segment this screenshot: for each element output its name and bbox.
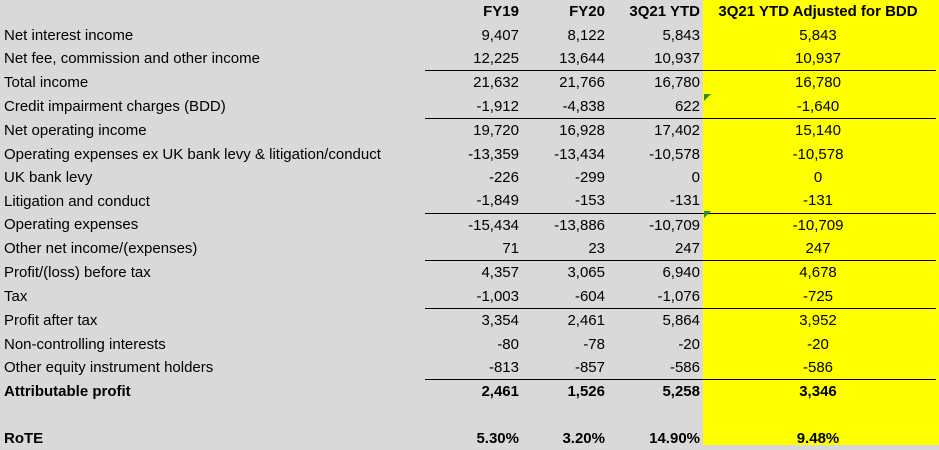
cell-adjusted[interactable]: -1,640 <box>796 97 840 115</box>
cell-fy20[interactable]: -4,838 <box>562 97 605 115</box>
cell-adjusted[interactable]: -10,709 <box>700 213 936 237</box>
table-row <box>0 189 936 213</box>
cell-adjusted[interactable]: -20 <box>807 335 829 353</box>
cell-adjusted[interactable]: 10,937 <box>795 49 841 67</box>
cell-3q21[interactable]: 6,940 <box>605 261 700 285</box>
cell-3q21[interactable]: -1,076 <box>657 287 700 305</box>
cell-3q21[interactable]: 14.90% <box>649 430 700 448</box>
cell-fy19[interactable]: 5.30% <box>476 430 519 448</box>
cell-fy19[interactable]: 71 <box>502 240 519 258</box>
cell-3q21[interactable]: 247 <box>674 240 700 258</box>
cell-3q21[interactable]: -10,709 <box>605 213 700 237</box>
cell-adjusted[interactable]: -10,578 <box>792 145 844 163</box>
row-label[interactable]: RoTE <box>4 430 44 448</box>
cell-adjusted[interactable]: 4,678 <box>700 261 936 285</box>
row-label[interactable]: Operating expenses <box>4 216 139 234</box>
table-row <box>0 261 936 285</box>
row-label[interactable]: Non-controlling interests <box>4 335 166 353</box>
cell-3q21[interactable]: -20 <box>678 335 700 353</box>
empty-cell[interactable] <box>0 404 425 427</box>
cell-adjusted[interactable]: 16,780 <box>700 71 936 95</box>
cell-fy19[interactable]: 12,225 <box>473 49 519 67</box>
table-row <box>0 332 936 355</box>
table-row <box>0 118 936 142</box>
table-row <box>0 166 936 189</box>
cell-fy19[interactable]: 9,407 <box>481 26 519 44</box>
rote-row <box>0 427 936 450</box>
cell-fy19[interactable]: -1,849 <box>476 192 519 210</box>
cell-adjusted[interactable]: -131 <box>802 192 834 210</box>
row-label[interactable]: Other net income/(expenses) <box>4 240 198 258</box>
table-row <box>0 142 936 165</box>
cell-fy19[interactable]: 4,357 <box>425 261 519 285</box>
header-3q21-ytd[interactable]: 3Q21 YTD <box>629 3 700 21</box>
cell-3q21[interactable]: -10,578 <box>649 145 700 163</box>
empty-cell[interactable] <box>425 404 519 427</box>
cell-fy19[interactable]: -1,912 <box>476 97 519 115</box>
table-row <box>0 237 936 261</box>
cell-fy20[interactable]: -857 <box>574 359 605 377</box>
cell-adjusted[interactable]: 0 <box>813 168 823 186</box>
row-label[interactable]: Profit after tax <box>4 312 98 330</box>
header-fy19[interactable]: FY19 <box>483 3 519 21</box>
table-row <box>0 47 936 71</box>
cell-fy20[interactable]: -78 <box>583 335 605 353</box>
row-label[interactable]: Operating expenses ex UK bank levy & litigation/conduct <box>4 145 381 163</box>
header-3q21-adjusted[interactable]: 3Q21 YTD Adjusted for BDD <box>718 3 918 21</box>
cell-fy20[interactable]: -604 <box>574 287 605 305</box>
cell-fy20[interactable]: 13,644 <box>559 49 605 67</box>
comment-marker-icon[interactable] <box>704 211 711 218</box>
row-label[interactable]: Total income <box>4 74 89 92</box>
empty-cell[interactable] <box>519 404 605 427</box>
header-row <box>0 0 936 23</box>
cell-fy20[interactable]: 3.20% <box>562 430 605 448</box>
cell-fy20[interactable]: -153 <box>574 192 605 210</box>
cell-fy19[interactable]: 21,632 <box>425 71 519 95</box>
comment-marker-icon[interactable] <box>704 94 711 101</box>
row-label[interactable]: Net operating income <box>4 121 147 139</box>
table-row <box>0 71 936 95</box>
row-label[interactable]: UK bank levy <box>4 168 93 186</box>
cell-fy20[interactable]: 1,526 <box>519 380 605 404</box>
table-row <box>0 309 936 333</box>
cell-adjusted[interactable]: -586 <box>802 359 834 377</box>
table-row <box>0 95 936 119</box>
empty-cell[interactable] <box>605 404 700 427</box>
cell-fy20[interactable]: -299 <box>574 168 605 186</box>
header-fy20[interactable]: FY20 <box>569 3 605 21</box>
cell-fy20[interactable]: 2,461 <box>519 309 605 333</box>
table-row <box>0 356 936 380</box>
cell-fy19[interactable]: 3,354 <box>425 309 519 333</box>
cell-fy20[interactable]: 3,065 <box>519 261 605 285</box>
cell-fy20[interactable]: 8,122 <box>567 26 605 44</box>
row-label[interactable]: Litigation and conduct <box>4 192 150 210</box>
cell-fy19[interactable]: -1,003 <box>476 287 519 305</box>
cell-fy19[interactable]: -226 <box>488 168 519 186</box>
cell-fy20[interactable]: 16,928 <box>519 118 605 142</box>
cell-3q21[interactable]: -586 <box>669 359 700 377</box>
empty-row <box>0 404 936 427</box>
cell-3q21[interactable]: 5,843 <box>662 26 700 44</box>
cell-3q21[interactable]: 0 <box>691 168 700 186</box>
cell-adjusted[interactable]: 247 <box>805 240 831 258</box>
cell-3q21[interactable]: 5,258 <box>605 380 700 404</box>
cell-fy19[interactable]: -80 <box>497 335 519 353</box>
row-label[interactable]: Other equity instrument holders <box>4 359 214 377</box>
cell-fy19[interactable]: 2,461 <box>425 380 519 404</box>
header-label-cell[interactable] <box>0 0 425 23</box>
row-label[interactable]: Attributable profit <box>4 383 131 401</box>
table-row <box>0 285 936 309</box>
cell-3q21[interactable]: -131 <box>669 192 700 210</box>
cell-fy20[interactable]: -13,434 <box>554 145 605 163</box>
cell-fy19[interactable]: -15,434 <box>425 213 519 237</box>
table-row <box>0 213 936 237</box>
cell-fy19[interactable]: 19,720 <box>425 118 519 142</box>
row-label[interactable]: Credit impairment charges (BDD) <box>4 98 226 115</box>
cell-3q21[interactable]: 17,402 <box>605 118 700 142</box>
cell-fy20[interactable]: 23 <box>588 240 605 258</box>
cell-adjusted[interactable]: 9.48% <box>796 430 840 448</box>
cell-adjusted[interactable]: 3,346 <box>700 380 936 404</box>
cell-adjusted[interactable]: 15,140 <box>700 118 936 142</box>
cell-fy19[interactable]: -13,359 <box>468 145 519 163</box>
cell-3q21[interactable]: 5,864 <box>605 309 700 333</box>
empty-cell[interactable] <box>700 404 936 427</box>
cell-3q21[interactable]: 16,780 <box>605 71 700 95</box>
row-label[interactable]: Profit/(loss) before tax <box>4 264 151 282</box>
cell-fy20[interactable]: -13,886 <box>519 213 605 237</box>
cell-fy19[interactable]: -813 <box>488 359 519 377</box>
row-label[interactable]: Tax <box>4 288 28 306</box>
cell-adjusted[interactable]: 5,843 <box>799 26 837 44</box>
table-row <box>0 380 936 404</box>
row-label[interactable]: Net interest income <box>4 26 134 44</box>
row-label[interactable]: Net fee, commission and other income <box>4 50 260 68</box>
cell-3q21[interactable]: 622 <box>674 97 700 115</box>
cell-adjusted[interactable]: 3,952 <box>700 309 936 333</box>
cell-fy20[interactable]: 21,766 <box>519 71 605 95</box>
cell-3q21[interactable]: 10,937 <box>654 49 700 67</box>
table-row <box>0 23 936 46</box>
cell-adjusted[interactable]: -725 <box>802 287 834 305</box>
